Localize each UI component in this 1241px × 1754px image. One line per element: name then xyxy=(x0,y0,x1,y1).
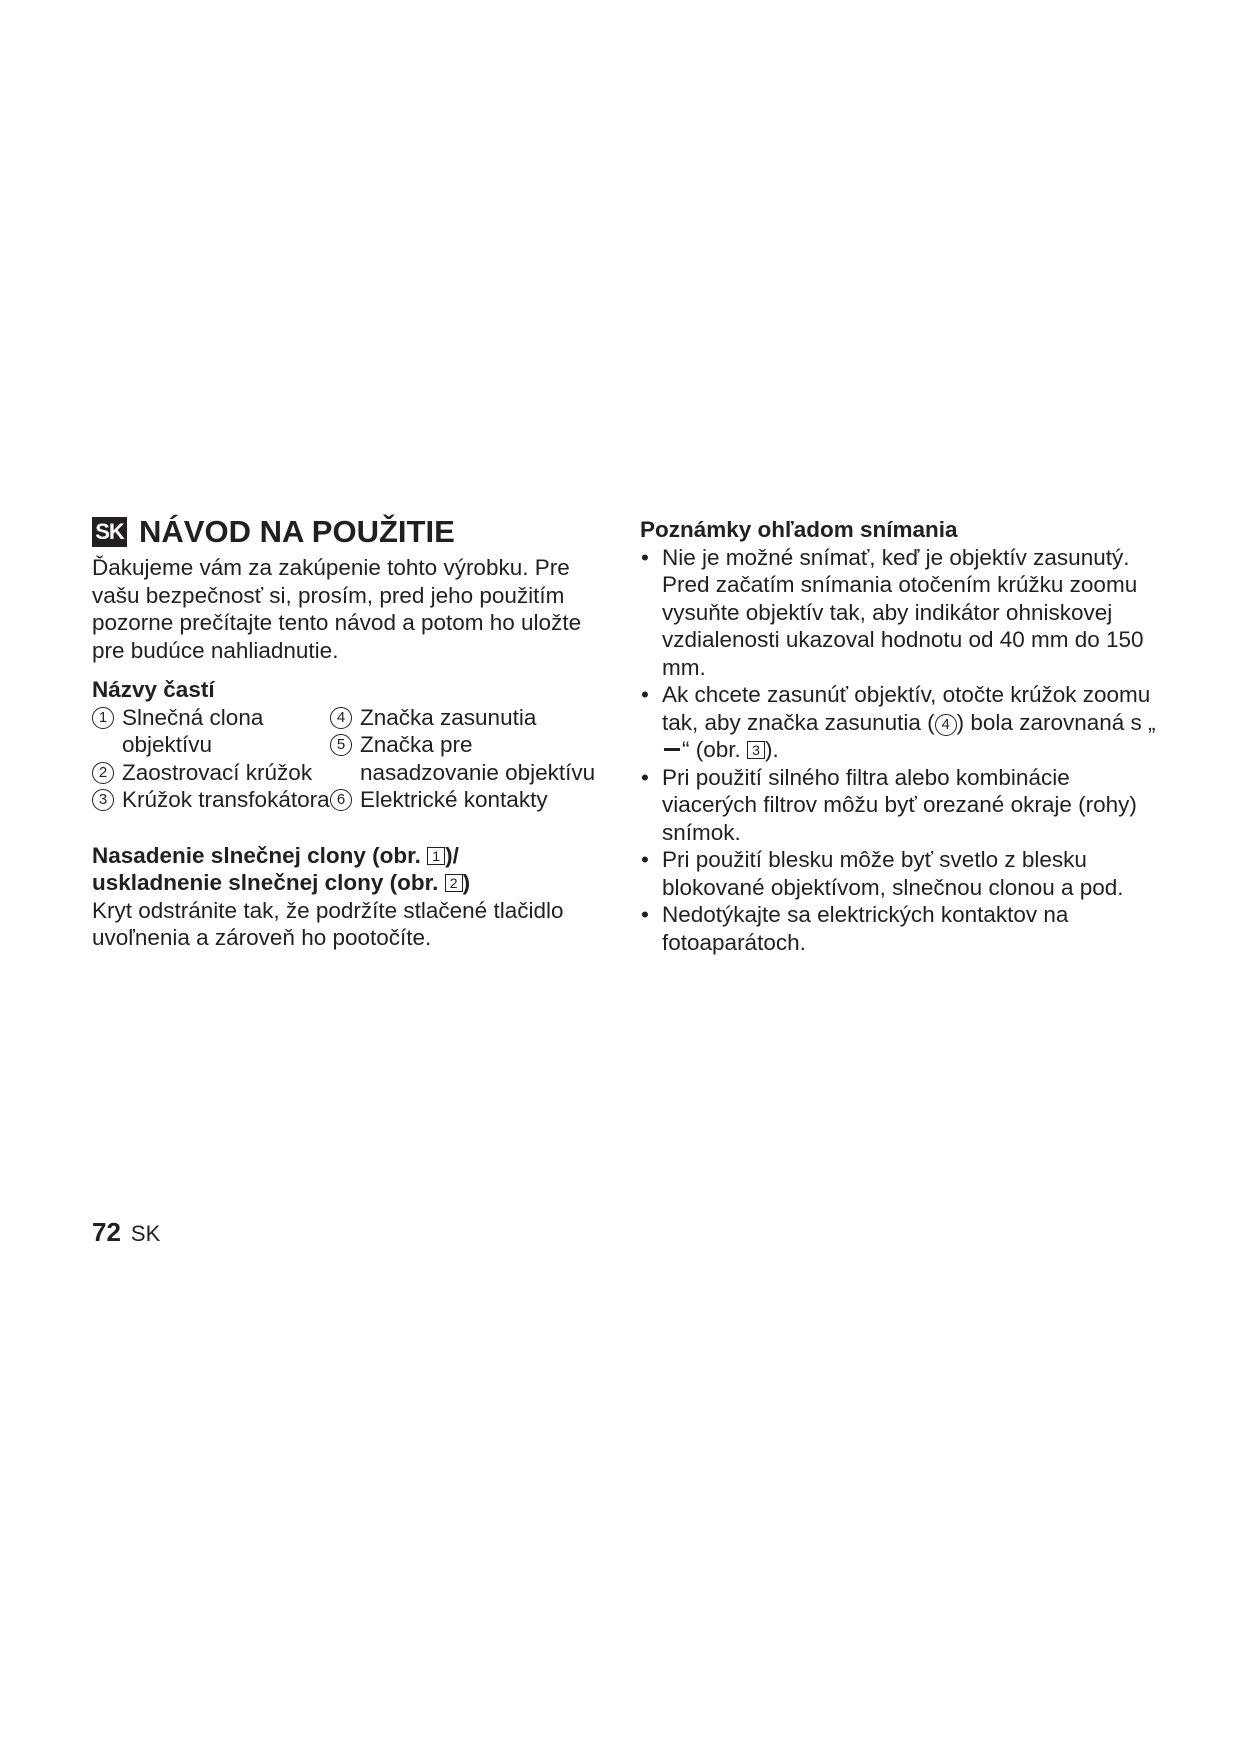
part-number: 6 xyxy=(330,789,352,811)
part-label: Krúžok transfokátora xyxy=(122,787,330,812)
part-item xyxy=(92,786,330,814)
page-footer xyxy=(92,1217,160,1248)
part-number: 3 xyxy=(92,789,114,811)
hood-heading-suffix: ) xyxy=(462,870,471,895)
note-text: Ak chcete zasunúť objektív, otočte krúžok zoomu tak, aby značka zasunutia ( xyxy=(662,682,1151,735)
language-badge: SK xyxy=(92,517,127,547)
part-item xyxy=(92,704,330,759)
part-item xyxy=(92,759,330,787)
figure-ref: 1 xyxy=(427,847,445,865)
note-item xyxy=(640,681,1160,764)
hood-heading-suffix: )/ xyxy=(445,842,459,868)
hood-heading-line-2 xyxy=(92,869,612,897)
right-column xyxy=(640,516,1160,956)
page-number: 72 xyxy=(92,1217,121,1247)
hood-heading-text: uskladnenie slnečnej clony (obr. xyxy=(92,870,445,895)
part-number: 5 xyxy=(330,734,352,756)
retract-mark-icon xyxy=(664,748,680,751)
part-label: Zaostrovací krúžok xyxy=(122,759,313,785)
hood-heading-line-1 xyxy=(92,842,612,870)
part-label: Značka pre nasadzovanie objektívu xyxy=(360,732,596,785)
part-label: Elektrické kontakty xyxy=(360,787,548,812)
figure-ref: 3 xyxy=(747,741,765,759)
parts-column-1 xyxy=(92,704,330,814)
footer-language: SK xyxy=(130,1221,161,1246)
left-column xyxy=(92,514,612,952)
part-label: Značka zasunutia xyxy=(360,704,537,730)
part-item xyxy=(330,704,612,732)
note-item: • Nedotýkajte sa elektrických kontaktov na fotoaparátoch. xyxy=(640,901,1160,956)
note-item: • Nie je možné snímať, keď je objektív zasunutý. Pred začatím snímania otočením krúžku zoomu vysuňte objektív tak, aby indikátor ohniskovej vzdialenosti ukazoval hodnotu od 40 mm do 150 mm. xyxy=(640,544,1160,682)
part-number: 2 xyxy=(92,762,114,784)
note-item: • Pri použití silného filtra alebo kombinácie viacerých filtrov môžu byť orezané okraje (rohy) snímok. xyxy=(640,764,1160,847)
notes-heading: Poznámky ohľadom snímania xyxy=(640,517,958,542)
hood-heading-text: Nasadenie slnečnej clony (obr. xyxy=(92,842,428,868)
hood-body: Kryt odstránite tak, že podržíte stlačené tlačidlo uvoľnenia a zároveň ho pootočíte. xyxy=(92,897,564,950)
part-item xyxy=(330,786,612,814)
title-text: NÁVOD NA POUŽITIE xyxy=(139,514,455,549)
part-label: Slnečná clona objektívu xyxy=(122,704,264,757)
page-title xyxy=(92,514,612,550)
part-item xyxy=(330,731,612,786)
notes-list xyxy=(640,544,1160,957)
figure-ref: 2 xyxy=(445,874,463,892)
part-number: 1 xyxy=(92,707,114,729)
part-number: 4 xyxy=(935,714,957,736)
parts-heading: Názvy častí xyxy=(92,677,215,702)
intro-paragraph: Ďakujeme vám za zakúpenie tohto výrobku. Pre vašu bezpečnosť si, prosím, pred jeho použitím pozorne prečítajte tento návod a potom ho uložte pre budúce nahliadnutie. xyxy=(92,555,582,663)
part-number: 4 xyxy=(330,707,352,729)
note-item: • Pri použití blesku môže byť svetlo z blesku blokované objektívom, slnečnou clonou a pod. xyxy=(640,846,1160,901)
parts-list xyxy=(92,704,612,814)
parts-column-2 xyxy=(330,704,612,814)
note-text: ) bola zarovnaná s „ xyxy=(956,709,1156,735)
note-text: ). xyxy=(765,737,779,762)
note-text: “ (obr. xyxy=(682,737,748,762)
